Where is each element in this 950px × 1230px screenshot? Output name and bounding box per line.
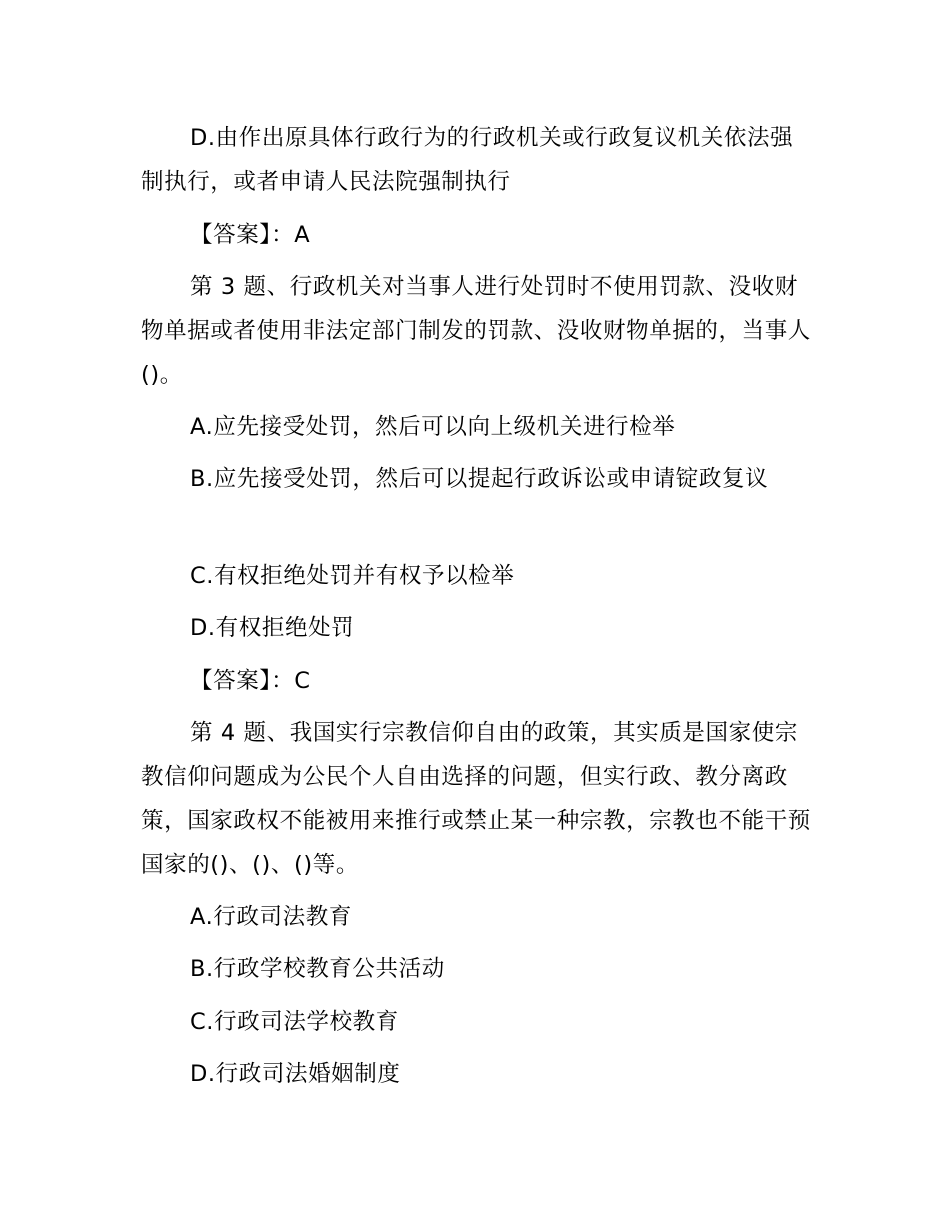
- q3-option-a: A.应先接受处罚，然后可以向上级机关进行检举: [190, 414, 676, 440]
- q4-option-b: B.行政学校教育公共活动: [190, 956, 445, 982]
- q3-option-d: D.有权拒绝处罚: [190, 615, 355, 641]
- q4-option-a: A.行政司法教育: [190, 904, 352, 930]
- q4-option-c: C.行政司法学校教育: [190, 1009, 399, 1035]
- q3-answer: 【答案】：C: [190, 668, 311, 694]
- q4-option-d: D.行政司法婚姻制度: [190, 1061, 401, 1087]
- q2-answer: 【答案】：A: [190, 222, 311, 248]
- q3-option-b: B.应先接受处罚，然后可以提起行政诉讼或申请锭政复议: [190, 466, 769, 492]
- q4-question: 第 4 题、我国实行宗教信仰自由的政策，其实质是国家使宗教信仰问题成为公民个人自由选择的问题，但实行政、教分离政策，国家政权不能被用来推行或禁止某一种宗教，宗教也不能干预国家的()、()、()等。: [141, 720, 811, 878]
- q3-option-c: C.有权拒绝处罚并有权予以检举: [190, 563, 515, 589]
- q2-option-d: D.由作出原具体行政行为的行政机关或行政复议机关依法强制执行，或者申请人民法院强制执行: [141, 125, 794, 195]
- q3-question: 第 3 题、行政机关对当事人进行处罚时不使用罚款、没收财物单据或者使用非法定部门制发的罚款、没收财物单据的，当事人()。: [141, 274, 811, 388]
